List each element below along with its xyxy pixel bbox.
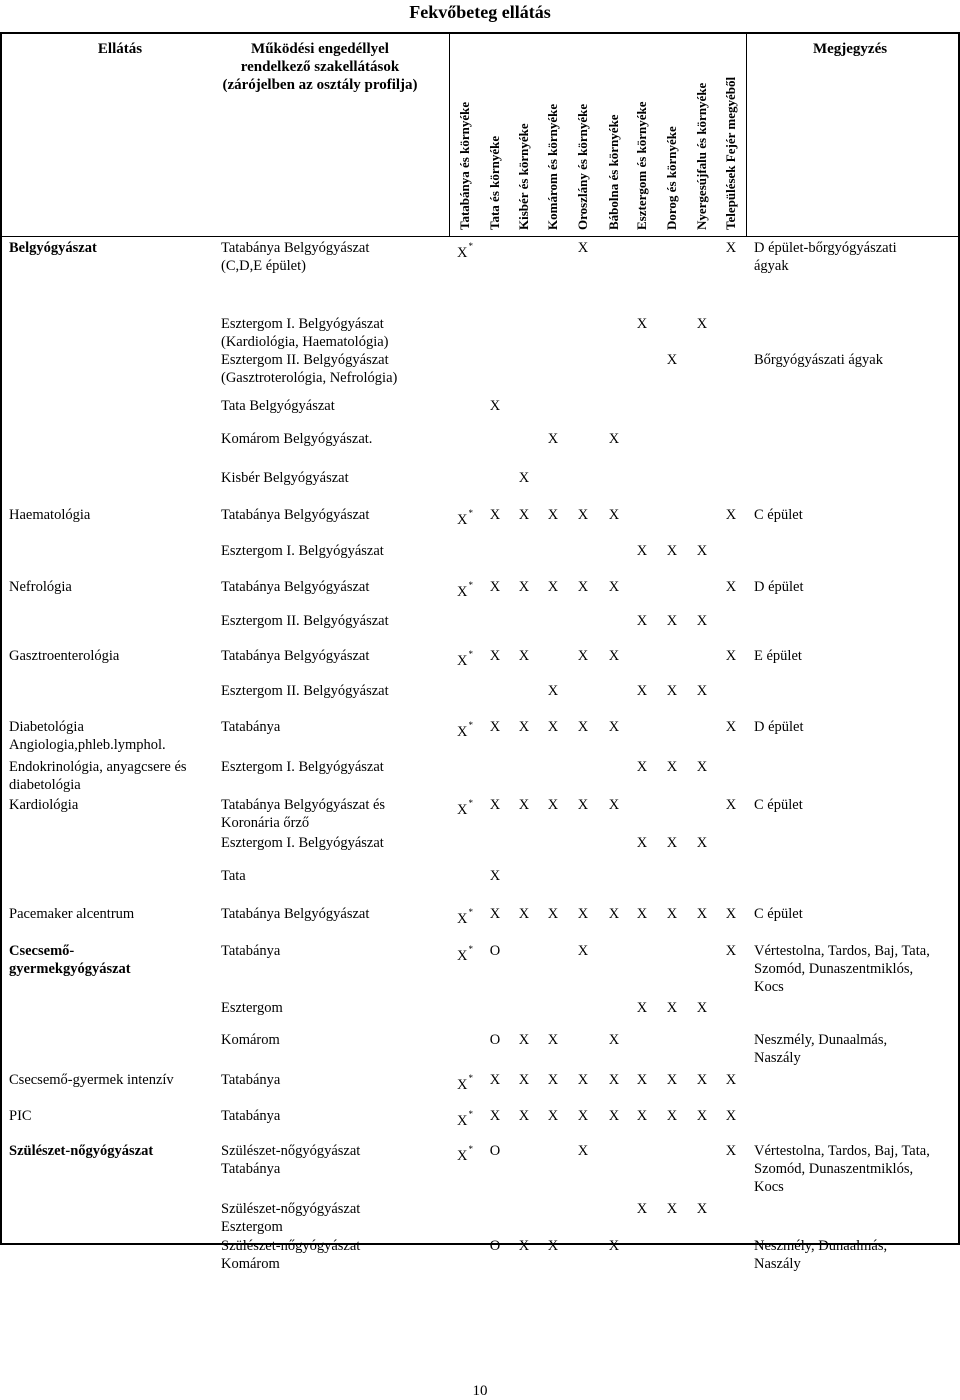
region-header: Kisbér és környéke bbox=[516, 123, 531, 230]
coverage-mark: X bbox=[518, 719, 530, 735]
coverage-mark: X* bbox=[457, 649, 473, 669]
ellatas-label: Csecsemő- bbox=[9, 943, 75, 959]
coverage-mark: X bbox=[489, 579, 501, 595]
coverage-mark: X bbox=[547, 1072, 559, 1088]
coverage-mark: X bbox=[608, 1238, 620, 1254]
coverage-mark: X bbox=[518, 470, 530, 486]
coverage-mark: X bbox=[636, 759, 648, 775]
coverage-mark: O bbox=[489, 943, 501, 959]
osztaly-label: Tatabánya bbox=[221, 1161, 281, 1177]
megjegyzes-note: D épület bbox=[754, 579, 804, 595]
osztaly-label: Esztergom bbox=[221, 1219, 283, 1235]
header-osztaly: Működési engedéllyel rendelkező szakellátások (zárójelben az osztály profilja) bbox=[222, 41, 418, 93]
coverage-mark: X* bbox=[457, 241, 473, 261]
ellatas-label: Haematológia bbox=[9, 507, 91, 523]
coverage-mark: X bbox=[636, 1000, 648, 1016]
coverage-mark: X bbox=[725, 507, 737, 523]
coverage-mark: X bbox=[547, 1238, 559, 1254]
osztaly-label: Koronária őrző bbox=[221, 815, 310, 831]
region-header: Tatabánya és környéke bbox=[457, 101, 472, 230]
coverage-mark: X bbox=[577, 1143, 589, 1159]
coverage-mark: X bbox=[696, 759, 708, 775]
osztaly-label: Esztergom I. Belgyógyászat bbox=[221, 835, 384, 851]
coverage-mark: X bbox=[636, 543, 648, 559]
megjegyzes-note: Vértestolna, Tardos, Baj, Tata, bbox=[754, 1143, 930, 1159]
coverage-mark: X bbox=[547, 906, 559, 922]
ellatas-label: Pacemaker alcentrum bbox=[9, 906, 135, 922]
care-table bbox=[0, 32, 960, 1272]
coverage-mark: X* bbox=[457, 580, 473, 600]
region-header: Nyergesújfalu és környéke bbox=[694, 82, 709, 230]
osztaly-label: Esztergom I. Belgyógyászat bbox=[221, 759, 384, 775]
coverage-mark: X* bbox=[457, 798, 473, 818]
coverage-mark: X bbox=[547, 1108, 559, 1124]
osztaly-label: Esztergom bbox=[221, 1000, 283, 1016]
coverage-mark: X bbox=[577, 719, 589, 735]
osztaly-label: (Gasztroterológia, Nefrológia) bbox=[221, 370, 398, 386]
coverage-mark: X bbox=[608, 1032, 620, 1048]
coverage-mark: X bbox=[696, 1072, 708, 1088]
coverage-mark: X* bbox=[457, 1144, 473, 1164]
coverage-mark: X bbox=[489, 648, 501, 664]
ellatas-label: Belgyógyászat bbox=[9, 240, 97, 256]
coverage-mark: X bbox=[666, 1000, 678, 1016]
coverage-mark: X bbox=[547, 719, 559, 735]
coverage-mark: X bbox=[489, 1072, 501, 1088]
megjegyzes-note: Neszmély, Dunaalmás, bbox=[754, 1032, 888, 1048]
coverage-mark: X bbox=[696, 1108, 708, 1124]
page-title: Fekvőbeteg ellátás bbox=[409, 2, 551, 22]
coverage-mark: X bbox=[608, 507, 620, 523]
coverage-mark: X bbox=[577, 507, 589, 523]
osztaly-label: Tatabánya bbox=[221, 1108, 281, 1124]
coverage-mark: X bbox=[489, 1108, 501, 1124]
osztaly-label: Tatabánya Belgyógyászat bbox=[221, 579, 370, 595]
coverage-mark: O bbox=[489, 1032, 501, 1048]
megjegyzes-note: C épület bbox=[754, 507, 803, 523]
coverage-mark: X bbox=[636, 1201, 648, 1217]
region-header: Komárom és környéke bbox=[545, 103, 560, 230]
coverage-mark: X bbox=[489, 797, 501, 813]
coverage-mark: X bbox=[577, 906, 589, 922]
ellatas-label: PIC bbox=[9, 1108, 32, 1124]
coverage-mark: X bbox=[608, 648, 620, 664]
osztaly-label: (Kardiológia, Haematológia) bbox=[221, 334, 389, 350]
coverage-mark: X bbox=[696, 906, 708, 922]
coverage-mark: X bbox=[636, 835, 648, 851]
coverage-mark: X bbox=[696, 1000, 708, 1016]
coverage-mark: X bbox=[696, 683, 708, 699]
coverage-mark: X bbox=[666, 683, 678, 699]
column-divider bbox=[746, 32, 747, 236]
osztaly-label: Esztergom II. Belgyógyászat bbox=[221, 613, 389, 629]
coverage-mark: X bbox=[518, 1032, 530, 1048]
coverage-mark: X bbox=[666, 906, 678, 922]
coverage-mark: X bbox=[489, 507, 501, 523]
ellatas-label: Nefrológia bbox=[9, 579, 72, 595]
header-megjegyzes: Megjegyzés bbox=[812, 41, 888, 57]
coverage-mark: X bbox=[608, 719, 620, 735]
coverage-mark: X bbox=[636, 1108, 648, 1124]
header-ellatas: Ellátás bbox=[97, 41, 143, 57]
coverage-mark: X bbox=[577, 1072, 589, 1088]
megjegyzes-note: Naszály bbox=[754, 1050, 801, 1066]
region-header: Esztergom és környéke bbox=[634, 101, 649, 230]
coverage-mark: X* bbox=[457, 1109, 473, 1129]
coverage-mark: X* bbox=[457, 508, 473, 528]
ellatas-label: Diabetológia bbox=[9, 719, 84, 735]
coverage-mark: X bbox=[518, 579, 530, 595]
coverage-mark: X bbox=[725, 906, 737, 922]
region-header: Oroszlány és környéke bbox=[575, 103, 590, 230]
osztaly-label: Tatabánya Belgyógyászat bbox=[221, 648, 370, 664]
coverage-mark: X bbox=[696, 1201, 708, 1217]
region-header: Települések Fejér megyéből bbox=[723, 76, 738, 230]
column-divider bbox=[449, 32, 450, 236]
coverage-mark: X bbox=[577, 1108, 589, 1124]
coverage-mark: X bbox=[666, 1201, 678, 1217]
coverage-mark: X bbox=[666, 759, 678, 775]
coverage-mark: X bbox=[725, 943, 737, 959]
coverage-mark: X bbox=[666, 543, 678, 559]
coverage-mark: X bbox=[636, 613, 648, 629]
coverage-mark: X bbox=[636, 316, 648, 332]
osztaly-label: Esztergom II. Belgyógyászat bbox=[221, 352, 389, 368]
coverage-mark: X bbox=[608, 1072, 620, 1088]
coverage-mark: X bbox=[489, 398, 501, 414]
osztaly-label: Szülészet-nőgyógyászat bbox=[221, 1143, 361, 1159]
osztaly-label: Komárom bbox=[221, 1032, 280, 1048]
coverage-mark: X bbox=[725, 1072, 737, 1088]
megjegyzes-note: Neszmély, Dunaalmás, bbox=[754, 1238, 888, 1254]
ellatas-label: Szülészet-nőgyógyászat bbox=[9, 1143, 154, 1159]
coverage-mark: X bbox=[518, 648, 530, 664]
megjegyzes-note: Kocs bbox=[754, 1179, 784, 1195]
coverage-mark: X bbox=[547, 683, 559, 699]
page-number: 10 bbox=[472, 1383, 488, 1399]
coverage-mark: X bbox=[489, 868, 501, 884]
coverage-mark: X bbox=[577, 797, 589, 813]
osztaly-label: Tatabánya bbox=[221, 943, 281, 959]
osztaly-label: Tatabánya bbox=[221, 1072, 281, 1088]
megjegyzes-note: E épület bbox=[754, 648, 802, 664]
coverage-mark: X bbox=[696, 835, 708, 851]
coverage-mark: X bbox=[666, 1108, 678, 1124]
coverage-mark: X bbox=[577, 240, 589, 256]
ellatas-label: Endokrinológia, anyagcsere és bbox=[9, 759, 187, 775]
coverage-mark: X bbox=[518, 507, 530, 523]
coverage-mark: X bbox=[696, 316, 708, 332]
coverage-mark: X bbox=[577, 943, 589, 959]
osztaly-label: Tata bbox=[221, 868, 246, 884]
osztaly-label: Esztergom II. Belgyógyászat bbox=[221, 683, 389, 699]
coverage-mark: X* bbox=[457, 907, 473, 927]
coverage-mark: X bbox=[666, 352, 678, 368]
osztaly-label: Komárom bbox=[221, 1256, 280, 1272]
coverage-mark: X bbox=[725, 1108, 737, 1124]
coverage-mark: X bbox=[577, 579, 589, 595]
osztaly-label: Esztergom I. Belgyógyászat bbox=[221, 316, 384, 332]
coverage-mark: X bbox=[666, 613, 678, 629]
coverage-mark: X bbox=[608, 431, 620, 447]
ellatas-label: Kardiológia bbox=[9, 797, 79, 813]
coverage-mark: X bbox=[518, 1238, 530, 1254]
coverage-mark: X bbox=[608, 906, 620, 922]
coverage-mark: X bbox=[666, 835, 678, 851]
region-header: Tata és környéke bbox=[487, 135, 502, 230]
coverage-mark: X bbox=[577, 648, 589, 664]
coverage-mark: X* bbox=[457, 1073, 473, 1093]
coverage-mark: X bbox=[547, 1032, 559, 1048]
megjegyzes-note: D épület bbox=[754, 719, 804, 735]
osztaly-label: (C,D,E épület) bbox=[221, 258, 306, 274]
coverage-mark: X bbox=[547, 797, 559, 813]
ellatas-label: Csecsemő-gyermek intenzív bbox=[9, 1072, 174, 1088]
ellatas-label: Angiologia,phleb.lymphol. bbox=[9, 737, 166, 753]
coverage-mark: X bbox=[608, 797, 620, 813]
coverage-mark: X bbox=[725, 797, 737, 813]
megjegyzes-note: Szomód, Dunaszentmiklós, bbox=[754, 1161, 914, 1177]
coverage-mark: X bbox=[636, 683, 648, 699]
osztaly-label: Szülészet-nőgyógyászat bbox=[221, 1238, 361, 1254]
megjegyzes-note: Kocs bbox=[754, 979, 784, 995]
coverage-mark: X bbox=[489, 719, 501, 735]
ellatas-label: diabetológia bbox=[9, 777, 81, 793]
coverage-mark: X bbox=[725, 1143, 737, 1159]
osztaly-label: Tatabánya Belgyógyászat és bbox=[221, 797, 386, 813]
coverage-mark: X bbox=[696, 543, 708, 559]
osztaly-label: Kisbér Belgyógyászat bbox=[221, 470, 349, 486]
megjegyzes-note: D épület-bőrgyógyászati bbox=[754, 240, 897, 256]
osztaly-label: Tatabánya Belgyógyászat bbox=[221, 906, 370, 922]
megjegyzes-note: C épület bbox=[754, 797, 803, 813]
coverage-mark: X bbox=[608, 579, 620, 595]
region-header: Bábolna és környéke bbox=[606, 114, 621, 230]
coverage-mark: X bbox=[636, 906, 648, 922]
coverage-mark: X bbox=[518, 1072, 530, 1088]
coverage-mark: X bbox=[518, 1108, 530, 1124]
osztaly-label: Tatabánya Belgyógyászat bbox=[221, 507, 370, 523]
osztaly-label: Tatabánya Belgyógyászat bbox=[221, 240, 370, 256]
megjegyzes-note: Naszály bbox=[754, 1256, 801, 1272]
megjegyzes-note: Szomód, Dunaszentmiklós, bbox=[754, 961, 914, 977]
header-divider bbox=[0, 236, 960, 237]
megjegyzes-note: ágyak bbox=[754, 258, 789, 274]
osztaly-label: Esztergom I. Belgyógyászat bbox=[221, 543, 384, 559]
region-header: Dorog és környéke bbox=[664, 126, 679, 230]
megjegyzes-note: Bőrgyógyászati ágyak bbox=[754, 352, 883, 368]
coverage-mark: X bbox=[725, 648, 737, 664]
coverage-mark: X bbox=[725, 719, 737, 735]
coverage-mark: X bbox=[547, 507, 559, 523]
coverage-mark: X bbox=[666, 1072, 678, 1088]
coverage-mark: X bbox=[725, 240, 737, 256]
coverage-mark: X bbox=[725, 579, 737, 595]
coverage-mark: X bbox=[547, 431, 559, 447]
coverage-mark: O bbox=[489, 1143, 501, 1159]
coverage-mark: X bbox=[489, 906, 501, 922]
megjegyzes-note: C épület bbox=[754, 906, 803, 922]
osztaly-label: Tata Belgyógyászat bbox=[221, 398, 335, 414]
osztaly-label: Tatabánya bbox=[221, 719, 281, 735]
ellatas-label: gyermekgyógyászat bbox=[9, 961, 131, 977]
coverage-mark: X bbox=[608, 1108, 620, 1124]
coverage-mark: X* bbox=[457, 720, 473, 740]
coverage-mark: X bbox=[547, 579, 559, 595]
table-frame bbox=[0, 32, 960, 1245]
osztaly-label: Szülészet-nőgyógyászat bbox=[221, 1201, 361, 1217]
ellatas-label: Gasztroenterológia bbox=[9, 648, 120, 664]
megjegyzes-note: Vértestolna, Tardos, Baj, Tata, bbox=[754, 943, 930, 959]
osztaly-label: Komárom Belgyógyászat. bbox=[221, 431, 373, 447]
coverage-mark: O bbox=[489, 1238, 501, 1254]
coverage-mark: X* bbox=[457, 944, 473, 964]
coverage-mark: X bbox=[636, 1072, 648, 1088]
coverage-mark: X bbox=[518, 906, 530, 922]
coverage-mark: X bbox=[696, 613, 708, 629]
coverage-mark: X bbox=[518, 797, 530, 813]
